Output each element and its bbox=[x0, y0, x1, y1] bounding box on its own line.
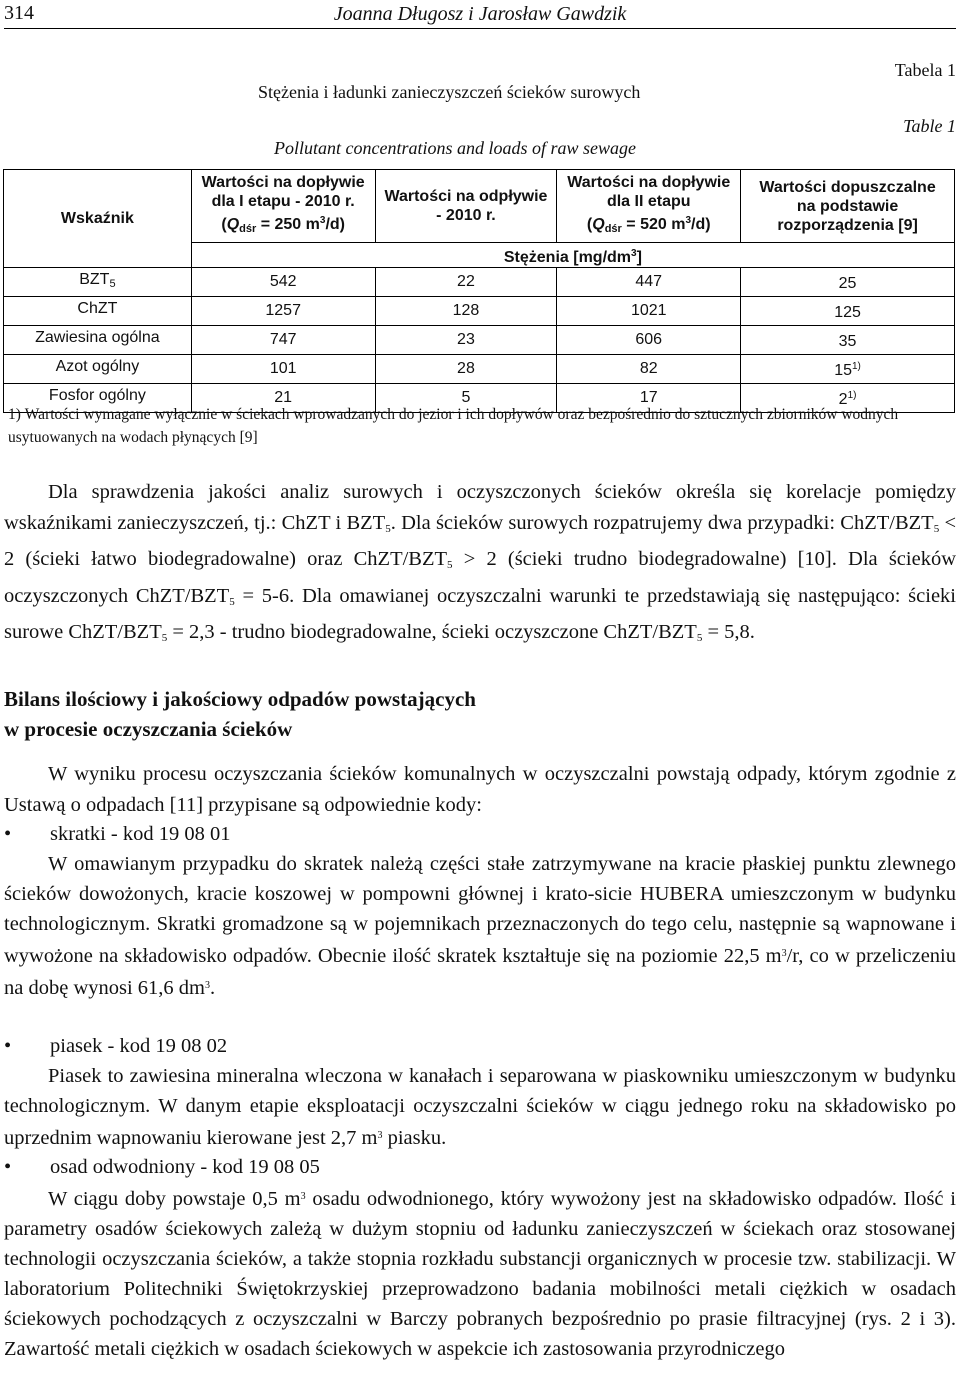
row-name: Zawiesina ogólna bbox=[4, 326, 192, 355]
header-rule bbox=[4, 28, 956, 29]
cell-value: 82 bbox=[557, 355, 741, 384]
bullet-body: W omawianym przypadku do skratek należą części stałe zatrzymywane na kracie płaskiej punktu zlewnego ścieków dowożonych, kracie koszowej w pompowni głównej i krato-sicie HUBERA umieszczonym w budynku technologicznym. Skratki gromadzone są w pojemnikach przeznaczonych do tego celu, następnie są wapnowane i wywożone na składowisko odpadów. Obecnie ilość skratek kształtuje się na poziomie 22,5 $m^3/r$, co w przeliczeniu na dobę wynosi 61,6 $dm^3$. bbox=[4, 853, 956, 999]
row-name: $BZT_5$ bbox=[4, 268, 192, 297]
cell-value: 606 bbox=[557, 326, 741, 355]
bullet-body: Piasek to zawiesina mineralna wleczona w kanałach i separowana w piaskowniku umieszczonym w budynku technologicznym. W danym etapie eksploatacji oczyszczalni ścieków w ciągu jednego roku na składowisko po uprzednim wapnowaniu kierowane jest 2,7 $m^3$ piasku. bbox=[4, 1065, 956, 1149]
table-title-en: Pollutant concentrations and loads of raw sewage bbox=[274, 138, 636, 158]
cell-value: 1021 bbox=[557, 297, 741, 326]
cell-value: 28 bbox=[375, 355, 557, 384]
cell-value: 35 bbox=[741, 326, 955, 355]
table-label-en: Table 1 bbox=[903, 116, 956, 136]
paragraph-correlation: Dla sprawdzenia jakości analiz surowych i oczyszczonych ścieków określa się korelacje pomiędzy wskaźnikami zanieczyszczeń, tj.: ChZT i $BZT_5$. Dla ścieków surowych rozpatrujemy dwa przypadki: ChZT/$BZT_5 < 2$ (ścieki łatwo biodegradowalne) oraz ChZT/$BZT_5 > 2$ (ścieki trudno biodegradowalne) [10]. Dla ścieków oczyszczonych ChZT/$BZT_5 = 5-6$. Dla omawianej oczyszczalni warunki te przedstawiają się następująco: ścieki surowe ChZT/$BZT_5 = 2,3$ - trudno biodegradowalne, ścieki oczyszczone ChZT/$BZT_5 = 5,8$. bbox=[4, 481, 957, 644]
table-title-pl: Stężenia i ładunki zanieczyszczeń ścieków surowych bbox=[258, 82, 641, 102]
footnote-text: Wartości wymagane wyłącznie w ściekach wprowadzanych do jezior i ich dopływów oraz bezpośrednio do sztucznych zbiorników wodnych usytuowanych na wodach płynących [9] bbox=[8, 406, 899, 446]
row-name: Fosfor ogólny bbox=[4, 384, 192, 413]
table-footnote bbox=[8, 403, 956, 449]
cell-value: 17 bbox=[557, 384, 741, 413]
page-header bbox=[0, 0, 960, 30]
table-label-pl: Tabela 1 bbox=[894, 60, 956, 80]
cell-value: 101 bbox=[191, 355, 375, 384]
cell-value: 2$^{1)}$ bbox=[741, 384, 955, 413]
pollutant-table bbox=[3, 169, 955, 413]
cell-value: 542 bbox=[191, 268, 375, 297]
row-name: Azot ogólny bbox=[4, 355, 192, 384]
header-inflow-stage-1: Wartości na dopływie dla I etapu - 2010 r. ($Q_{dśr} = 250$ $m^3/d$) bbox=[191, 170, 375, 243]
bullet-sand bbox=[4, 1031, 956, 1153]
bullet-screenings bbox=[4, 819, 956, 1003]
cell-value: 15$^{1)}$ bbox=[741, 355, 955, 384]
table-header-row bbox=[4, 170, 955, 243]
header-inflow-stage-2: Wartości na dopływie dla II etapu ($Q_{dśr} = 520$ $m^3/d$) bbox=[557, 170, 741, 243]
cell-value: 5 bbox=[375, 384, 557, 413]
table-row bbox=[4, 268, 955, 297]
page-number: 314 bbox=[4, 2, 34, 24]
cell-value: 25 bbox=[741, 268, 955, 297]
table-row bbox=[4, 326, 955, 355]
running-head-authors: Joanna Długosz i Jarosław Gawdzik bbox=[333, 3, 627, 25]
header-outflow: Wartości na odpływie - 2010 r. bbox=[375, 170, 557, 243]
table-row bbox=[4, 355, 955, 384]
cell-value: 447 bbox=[557, 268, 741, 297]
bullet-title: • osad odwodniony - kod 19 08 05 bbox=[4, 1156, 320, 1178]
header-indicator: Wskaźnik bbox=[4, 170, 192, 268]
row-name: ChZT bbox=[4, 297, 192, 326]
section-heading: Bilans ilościowy i jakościowy odpadów powstających w procesie oczyszczania ścieków bbox=[4, 687, 476, 741]
footnote-mark: 1) bbox=[8, 406, 21, 423]
unit-label: Stężenia $[mg/dm^3]$ bbox=[191, 243, 954, 268]
cell-value: 125 bbox=[741, 297, 955, 326]
cell-value: 23 bbox=[375, 326, 557, 355]
bullet-title: • skratki - kod 19 08 01 bbox=[4, 823, 231, 845]
table-row bbox=[4, 297, 955, 326]
header-permissible-values: Wartości dopuszczalne na podstawie rozporządzenia [9] bbox=[741, 170, 955, 243]
bullet-title: • piasek - kod 19 08 02 bbox=[4, 1035, 228, 1057]
cell-value: 128 bbox=[375, 297, 557, 326]
cell-value: 22 bbox=[375, 268, 557, 297]
cell-value: 747 bbox=[191, 326, 375, 355]
cell-value: 21 bbox=[191, 384, 375, 413]
paragraph-waste-intro: W wyniku procesu oczyszczania ścieków komunalnych w oczyszczalni powstają odpady, którym zgodnie z Ustawą o odpadach [11] przypisane są odpowiednie kody: bbox=[4, 763, 956, 816]
bullet-sludge bbox=[4, 1152, 956, 1364]
cell-value: 1257 bbox=[191, 297, 375, 326]
bullet-body: W ciągu doby powstaje 0,5 $m^3$ osadu odwodnionego, który wywożony jest na składowisko odpadów. Ilość i parametry osadów ściekowych zależą w dużym stopniu od ładunku zanieczyszczeń w ściekach oraz stosowanej technologii oczyszczania ścieków, a także stopnia rozkładu substancji organicznych w procesie tzw. stabilizacji. W laboratorium Politechniki Świętokrzyskiej przeprowadzono badania mobilności metali ciężkich w osadach ściekowych pochodzących z oczyszczalni w Barczy pobranych bezpośrednio po prasie filtracyjnej (rys. 2 i 3). Zawartość metali ciężkich w osadach ściekowych w aspekcie ich zastosowania przyrodniczego bbox=[4, 1188, 956, 1360]
